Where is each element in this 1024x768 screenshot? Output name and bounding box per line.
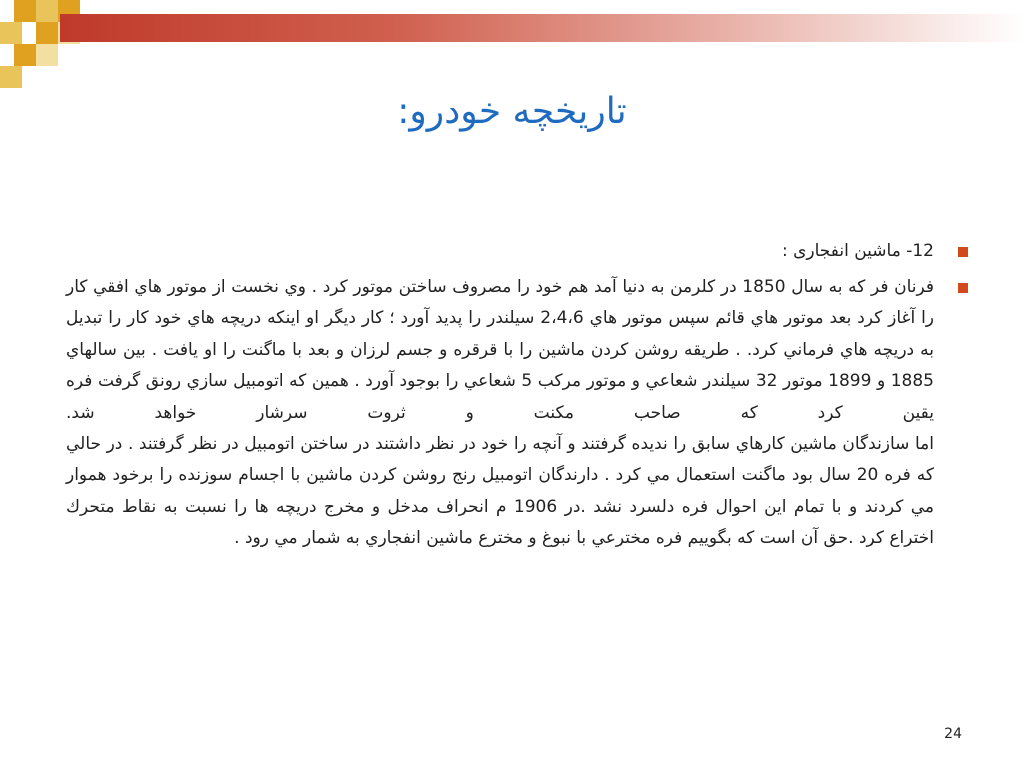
page-number: 24 [944,726,962,742]
bullet-square-icon [958,247,968,257]
decor-square [36,44,58,66]
decor-square [36,22,58,44]
decor-square [0,22,22,44]
bullet-paragraph: اما سازندگان ماشين كارهاي سابق را نديده گرفتند و آنچه را خود در نظر داشتند در ساختن اتومبيل در نظر گرفتند . در حالي كه فره 20 سال بود ماگنت استعمال مي كرد . دارندگان اتومبيل رنج روشن كردن ماشين با اجسام سوزنده را برخود هموار مي كردند و با تمام اين احوال فره دلسرد نشد .در 1906 م انحراف مدخل و مخرج دريچه ها را نسبت به نقاط متحرك اختراع كرد .حق آن است كه بگوييم فره مخترعي با نبوغ و مخترع ماشين انفجاري به شمار مي رود . [66,434,934,549]
bullet-square-icon [958,283,968,293]
decor-square [14,44,36,66]
header-gradient-bar [60,14,1024,42]
decor-square [36,0,58,22]
bullet-paragraph: فرنان فر كه به سال 1850 در كلرمن به دنيا آمد هم خود را مصروف ساختن موتور كرد . وي نخست از موتور هاي افقي كار را آغاز كرد بعد موتور هاي قائم سپس موتور هاي 2،4،6 سيلندر را پديد آورد ؛ كار ديگر او اينكه دريچه هاي خود كار را تبديل به دريچه هاي فرماني كرد. . طريقه روشن كردن ماشين را با قرقره و جسم لرزان و بعد با ماگنت را او يافت . بين سالهاي 1885 و 1899 موتور 32 سيلندر شعاعي و موتور مركب 5 شعاعي را بوجود آورد . همين كه اتومبيل سازي رونق گرفت فره يقين كرد كه صاحب مكنت و ثروت سرشار خواهد شد. [66,277,934,423]
bullet-item [66,234,976,268]
slide-content [66,234,976,555]
bullet-text: 12- ماشین انفجاری : [781,241,934,261]
decor-square [14,0,36,22]
bullet-item [66,272,976,555]
slide-title: تاریخچه خودرو: [397,91,627,132]
